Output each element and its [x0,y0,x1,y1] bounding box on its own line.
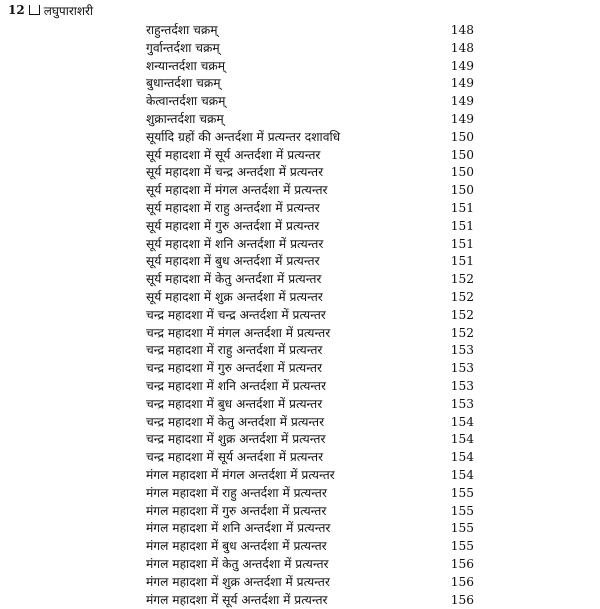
toc-entry-page: 151 [451,236,474,254]
toc-entry [0,289,600,307]
toc-entry-page: 148 [451,22,474,40]
toc-entry [0,253,600,271]
table-of-contents [0,22,600,609]
toc-entry-page: 156 [451,556,474,574]
toc-entry-page: 151 [451,200,474,218]
toc-entry [0,467,600,485]
toc-entry-page: 154 [451,414,474,432]
toc-entry-page: 154 [451,431,474,449]
toc-entry [0,342,600,360]
toc-entry-page: 151 [451,218,474,236]
toc-entry-page: 155 [451,485,474,503]
toc-entry-title: मंगल महादशा में बुध अन्तर्दशा में प्रत्यन्तर [146,538,327,556]
toc-entry-title: मंगल महादशा में शुक्र अन्तर्दशा में प्रत्यन्तर [146,574,330,592]
toc-entry-title: मंगल महादशा में सूर्य अन्तर्दशा में प्रत्यन्तर [146,592,328,609]
toc-entry [0,147,600,165]
toc-entry-page: 149 [451,93,474,111]
toc-entry-page: 153 [451,396,474,414]
toc-entry-page: 156 [451,592,474,609]
header-box-icon [29,5,40,15]
toc-entry [0,164,600,182]
toc-entry [0,556,600,574]
toc-entry-page: 148 [451,40,474,58]
toc-entry-page: 151 [451,253,474,271]
toc-entry-page: 155 [451,520,474,538]
toc-entry-page: 153 [451,378,474,396]
toc-entry-page: 152 [451,289,474,307]
toc-entry-title: चन्द्र महादशा में सूर्य अन्तर्दशा में प्रत्यन्तर [146,449,323,467]
toc-entry [0,396,600,414]
toc-entry [0,574,600,592]
toc-entry-title: चन्द्र महादशा में राहु अन्तर्दशा में प्रत्यन्तर [146,342,322,360]
toc-entry-page: 154 [451,467,474,485]
book-title: लघुपाराशरी [44,2,93,19]
toc-entry [0,592,600,609]
toc-entry-title: चन्द्र महादशा में बुध अन्तर्दशा में प्रत्यन्तर [146,396,322,414]
toc-entry-page: 150 [451,129,474,147]
page-number: 12 [8,3,25,17]
toc-entry-page: 149 [451,111,474,129]
toc-entry [0,538,600,556]
toc-entry [0,325,600,343]
toc-entry-page: 150 [451,147,474,165]
toc-entry [0,200,600,218]
toc-entry-title: चन्द्र महादशा में चन्द्र अन्तर्दशा में प्रत्यन्तर [146,307,326,325]
toc-entry-title: सूर्य महादशा में सूर्य अन्तर्दशा में प्रत्यन्तर [146,147,320,165]
toc-entry [0,111,600,129]
toc-entry-title: सूर्यादि ग्रहों की अन्तर्दशा में प्रत्यन्तर दशावधि [146,129,340,147]
toc-entry [0,503,600,521]
toc-entry [0,40,600,58]
toc-entry-page: 156 [451,574,474,592]
toc-entry-page: 150 [451,164,474,182]
toc-entry [0,75,600,93]
toc-entry-title: केत्वान्तर्दशा चक्रम् [146,93,225,111]
running-header [8,2,93,18]
toc-entry-page: 149 [451,75,474,93]
toc-entry [0,22,600,40]
toc-entry-page: 155 [451,538,474,556]
toc-entry-title: शुक्रान्तर्दशा चक्रम् [146,111,224,129]
toc-entry [0,485,600,503]
toc-entry-page: 149 [451,58,474,76]
toc-entry-title: राहुन्तर्दशा चक्रम् [146,22,218,40]
toc-entry [0,307,600,325]
toc-entry-title: चन्द्र महादशा में मंगल अन्तर्दशा में प्रत्यन्तर [146,325,330,343]
toc-entry [0,449,600,467]
toc-entry-page: 153 [451,342,474,360]
toc-entry-title: सूर्य महादशा में गुरु अन्तर्दशा में प्रत्यन्तर [146,218,319,236]
toc-entry-title: मंगल महादशा में मंगल अन्तर्दशा में प्रत्यन्तर [146,467,335,485]
toc-entry-title: सूर्य महादशा में चन्द्र अन्तर्दशा में प्रत्यन्तर [146,164,323,182]
toc-entry-title: सूर्य महादशा में राहु अन्तर्दशा में प्रत्यन्तर [146,200,320,218]
toc-entry-page: 153 [451,360,474,378]
toc-entry-title: मंगल महादशा में शनि अन्तर्दशा में प्रत्यन्तर [146,520,330,538]
toc-entry-title: सूर्य महादशा में बुध अन्तर्दशा में प्रत्यन्तर [146,253,320,271]
toc-entry-title: चन्द्र महादशा में शनि अन्तर्दशा में प्रत्यन्तर [146,378,326,396]
toc-entry-title: चन्द्र महादशा में गुरु अन्तर्दशा में प्रत्यन्तर [146,360,322,378]
toc-entry-title: मंगल महादशा में केतु अन्तर्दशा में प्रत्यन्तर [146,556,329,574]
toc-entry-page: 150 [451,182,474,200]
toc-entry-page: 152 [451,307,474,325]
toc-entry [0,129,600,147]
toc-entry-page: 155 [451,503,474,521]
toc-entry-page: 154 [451,449,474,467]
toc-entry [0,93,600,111]
toc-entry [0,218,600,236]
toc-entry [0,58,600,76]
toc-entry [0,271,600,289]
toc-entry [0,360,600,378]
toc-entry-title: बुधान्तर्दशा चक्रम् [146,75,221,93]
toc-entry-page: 152 [451,271,474,289]
toc-entry-title: सूर्य महादशा में शुक्र अन्तर्दशा में प्रत्यन्तर [146,289,323,307]
toc-entry-page: 152 [451,325,474,343]
toc-entry [0,520,600,538]
toc-entry-title: सूर्य महादशा में शनि अन्तर्दशा में प्रत्यन्तर [146,236,323,254]
toc-entry-title: सूर्य महादशा में केतु अन्तर्दशा में प्रत्यन्तर [146,271,321,289]
toc-entry [0,182,600,200]
toc-entry [0,236,600,254]
toc-entry-title: सूर्य महादशा में मंगल अन्तर्दशा में प्रत्यन्तर [146,182,328,200]
toc-entry-title: मंगल महादशा में गुरु अन्तर्दशा में प्रत्यन्तर [146,503,326,521]
toc-entry-title: चन्द्र महादशा में शुक्र अन्तर्दशा में प्रत्यन्तर [146,431,325,449]
toc-entry-title: मंगल महादशा में राहु अन्तर्दशा में प्रत्यन्तर [146,485,327,503]
toc-entry [0,378,600,396]
toc-entry [0,414,600,432]
toc-entry-title: शन्यान्तर्दशा चक्रम् [146,58,225,76]
toc-entry [0,431,600,449]
toc-entry-title: चन्द्र महादशा में केतु अन्तर्दशा में प्रत्यन्तर [146,414,324,432]
toc-entry-title: गुर्वान्तर्दशा चक्रम् [146,40,220,58]
